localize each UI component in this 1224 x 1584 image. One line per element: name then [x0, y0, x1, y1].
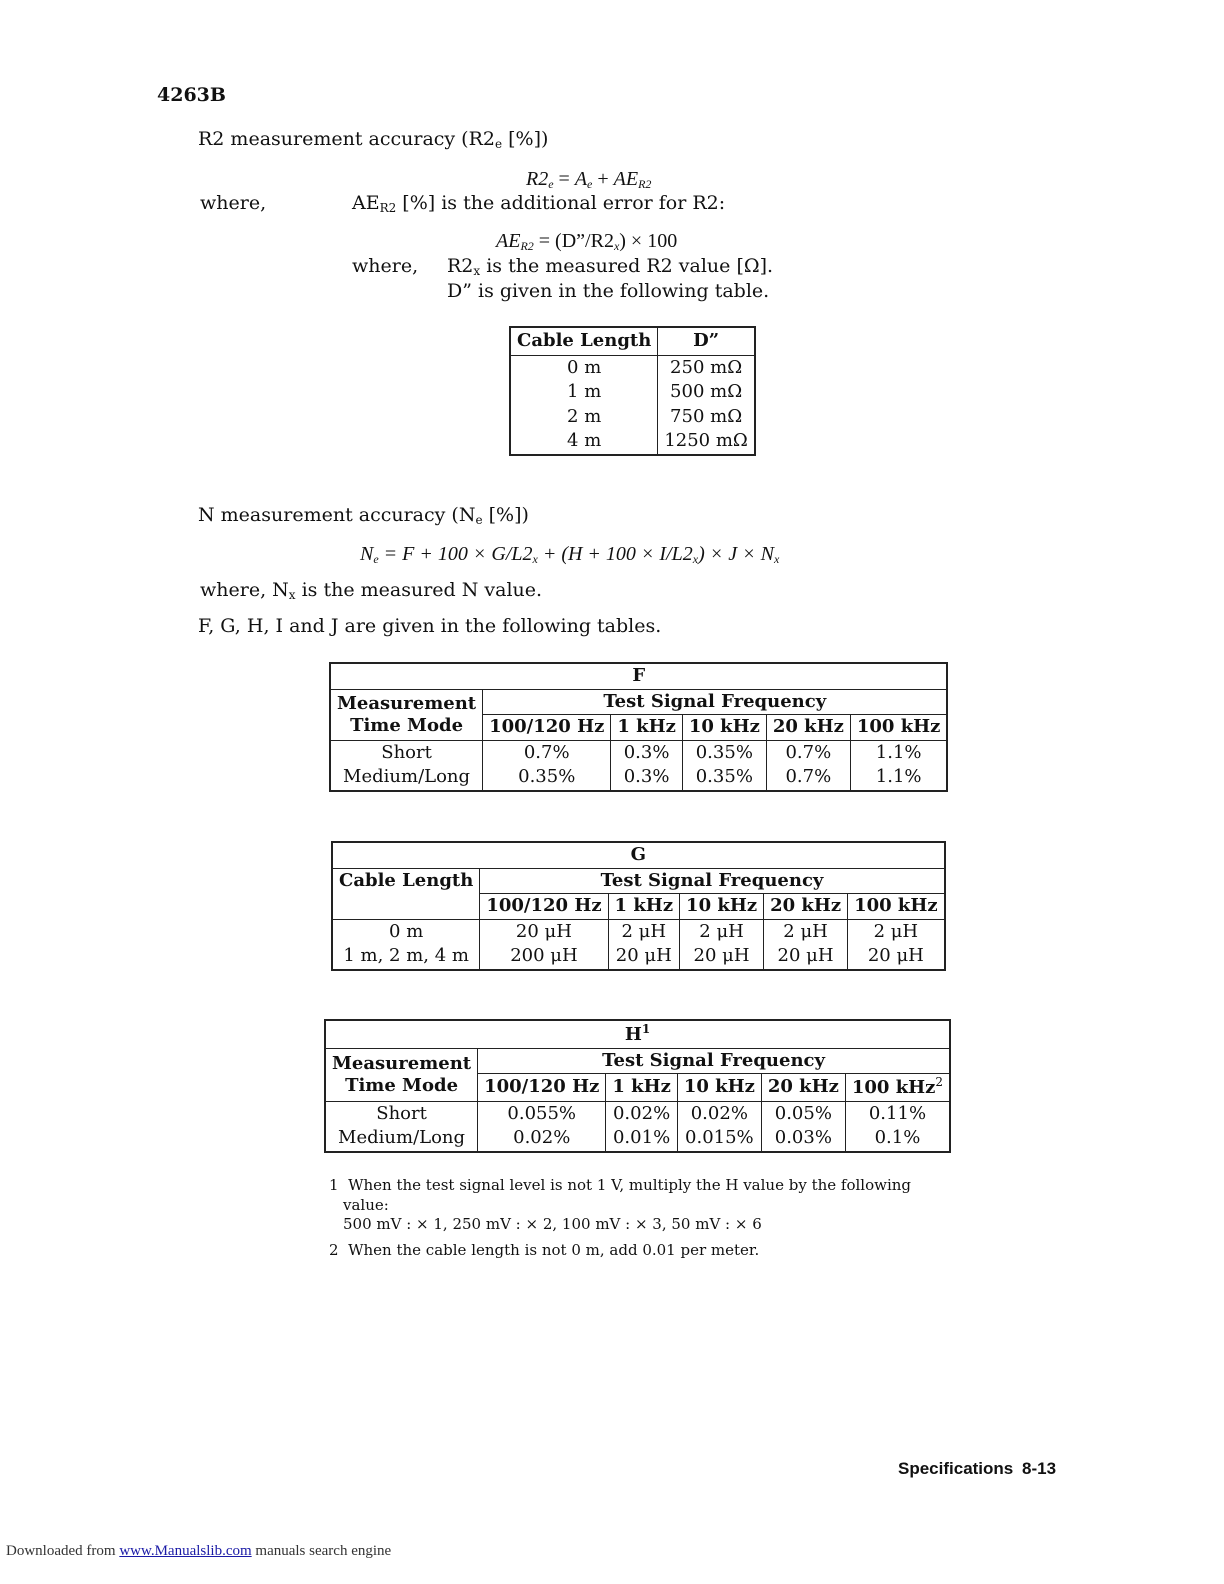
f-table-group-header: Test Signal Frequency — [483, 689, 948, 715]
r2x-definition: $R2_x$ is the measured R2 value [Ω]. — [447, 255, 774, 278]
d-table-header-d: D” — [658, 327, 755, 355]
table-row: Short 0.7% 0.3% 0.35% 0.7% 1.1% — [330, 740, 947, 765]
table-row: 1 m, 2 m, 4 m 200 μH 20 μH 20 μH 20 μH 20 μH — [332, 944, 945, 970]
f-table: F Measurement Time Mode Test Signal Frequency 100/120 Hz 1 kHz 10 kHz 20 kHz 100 kHz Short 0.7% 0.3% 0.35% 0.7% 1.1% Medium/Long 0.35% 0.3% 0.35% 0.7% 1.1% — [329, 662, 948, 792]
footer-section: Specifications — [898, 1459, 1014, 1478]
f-table-row-header: Measurement Time Mode — [330, 689, 483, 740]
where-label-2: where, — [352, 255, 419, 277]
h-table-title: $H^1$ — [325, 1020, 950, 1048]
footnote-2: 2 When the cable length is not 0 m, add 0.01 per meter. — [329, 1241, 760, 1259]
g-table-title: G — [332, 842, 945, 868]
table-row: Medium/Long 0.35% 0.3% 0.35% 0.7% 1.1% — [330, 765, 947, 791]
h-table-group-header: Test Signal Frequency — [478, 1048, 950, 1074]
tables-intro: F, G, H, I and J are given in the following tables. — [198, 615, 662, 637]
n-heading: N measurement accuracy ($N_e$ [%]) — [198, 504, 529, 527]
h-table-row-header: Measurement Time Mode — [325, 1048, 478, 1101]
d-table — [509, 326, 756, 456]
nx-definition: where, $N_x$ is the measured N value. — [200, 579, 543, 602]
footnote-1: 1 When the test signal level is not 1 V, multiply the H value by the following — [329, 1176, 912, 1194]
d-table-header-cable: Cable Length — [510, 327, 658, 355]
table-row: 4 m 1250 mΩ — [510, 429, 755, 455]
g-table: G Cable Length Test Signal Frequency 100/120 Hz 1 kHz 10 kHz 20 kHz 100 kHz 0 m 20 μH 2 μH 2 μH 2 μH 2 μH 1 m, 2 m, 4 m 200 μH 20 μH 20 μH 20 μH 20 μH — [331, 841, 946, 971]
table-row: Short 0.055% 0.02% 0.02% 0.05% 0.11% — [325, 1101, 950, 1126]
model-header: 4263B — [157, 84, 226, 106]
footnote-1-cont: value: — [343, 1196, 389, 1214]
where-label-1: where, — [200, 192, 267, 214]
d-definition: D” is given in the following table. — [447, 280, 770, 302]
g-table-group-header: Test Signal Frequency — [480, 868, 945, 894]
footnote-1-values: 500 mV : × 1, 250 mV : × 2, 100 mV : × 3, 50 mV : × 6 — [343, 1215, 762, 1233]
g-table-row-header: Cable Length — [332, 868, 480, 919]
aer2-formula: $AE_{R2}$ = $(D”/R2_x) \times 100$ — [496, 230, 678, 253]
r2-heading: R2 measurement accuracy ($R2_e$ [%]) — [198, 128, 549, 151]
page-number: 8-13 — [1022, 1459, 1057, 1478]
n-formula: $N_e = F + 100 \times G/L2_x + (H + 100 \times I/L2_x) \times J \times N_x$ — [360, 543, 780, 566]
table-row: 2 m 750 mΩ — [510, 405, 755, 430]
h-table: $H^1$ Measurement Time Mode Test Signal Frequency 100/120 Hz 1 kHz 10 kHz 20 kHz 100 kHz$^2$ Short 0.055% 0.02% 0.02% 0.05% 0.11% Medium/Long 0.02% 0.01% 0.015% 0.03% 0.1% — [324, 1019, 951, 1153]
download-notice: Downloaded from www.Manualslib.com manuals search engine — [6, 1543, 392, 1559]
manualslib-link[interactable]: www.Manualslib.com — [119, 1543, 252, 1559]
r2-formula: $R2_e = A_e + AE_{R2}$ — [526, 168, 652, 191]
f-table-title: F — [330, 663, 947, 689]
aer2-definition: $AE_{R2}$ [%] is the additional error for R2: — [352, 192, 726, 215]
table-row: 0 m 20 μH 2 μH 2 μH 2 μH 2 μH — [332, 919, 945, 944]
table-row: Medium/Long 0.02% 0.01% 0.015% 0.03% 0.1% — [325, 1126, 950, 1152]
table-row: 0 m 250 mΩ — [510, 355, 755, 380]
table-row: 1 m 500 mΩ — [510, 380, 755, 405]
